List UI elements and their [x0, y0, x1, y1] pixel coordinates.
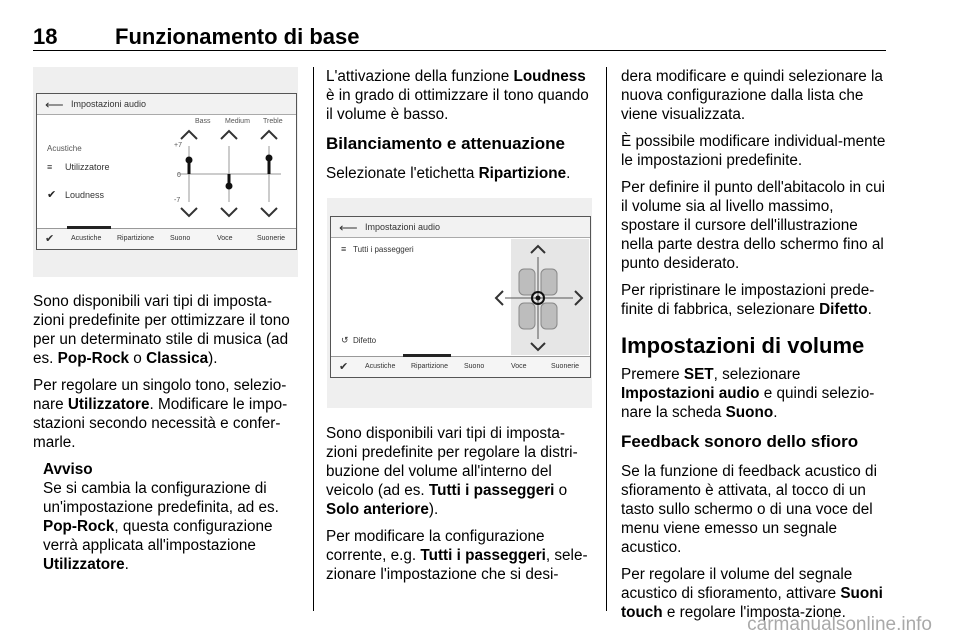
tab-suono[interactable]: Suono: [464, 363, 485, 370]
down-arrow-icon: [531, 343, 545, 350]
screen-title: Impostazioni audio: [365, 222, 441, 232]
paragraph: Se la funzione di feedback acustico di sfioramento è attivata, al tocco di un tasto sullo schermo o di una voce del menu viene emesso un segnale acustico.: [621, 463, 877, 556]
screen-title: Impostazioni audio: [71, 99, 147, 109]
band-label-bass: Bass: [195, 118, 211, 125]
column-2-lower: [326, 424, 594, 592]
tab-bar: [331, 356, 590, 377]
tab-bar: [37, 228, 296, 249]
header-rule: [33, 50, 886, 51]
tab-ripartizione[interactable]: Ripartizione: [117, 235, 154, 242]
preset-all-passengers[interactable]: Tutti i passeggeri: [353, 245, 414, 254]
medium-knob: [226, 183, 233, 190]
paragraph: Sono disponibili vari tipi di imposta-zioni predefinite per ottimizzare il tono per un determinato stile di musica (ad es. Pop-Rock o Classica).: [33, 293, 290, 367]
column-3: [621, 67, 887, 630]
reset-icon: ↺: [341, 335, 349, 345]
paragraph: Per modificare la configurazione corrente, e.g. Tutti i passeggeri, sele-zionare l'impostazione che si desi-: [326, 528, 588, 583]
tab-suono[interactable]: Suono: [170, 235, 191, 242]
audio-settings-screen: [330, 216, 591, 378]
bass-down-icon: [181, 208, 197, 216]
screen-header: [37, 94, 296, 115]
figure-equalizer: [33, 67, 298, 277]
check-icon: ✔: [45, 233, 55, 245]
column-1: [33, 292, 299, 574]
back-arrow-icon: ⟵: [45, 97, 64, 112]
section-heading: Feedback sonoro dello sfioro: [621, 432, 859, 451]
tab-voce[interactable]: Voce: [511, 363, 527, 370]
paragraph: Per regolare un singolo tono, selezio-nare Utilizzatore. Modificare le impo-stazioni secondo necessità e confer-marle.: [33, 377, 288, 451]
band-label-treble: Treble: [263, 118, 283, 125]
active-tab-indicator: [403, 354, 451, 357]
preset-icon: ≡: [341, 244, 347, 254]
paragraph: dera modificare e quindi selezionare la nuova configurazione dalla lista che viene visualizzata.: [621, 68, 883, 123]
paragraph: Selezionate l'etichetta Ripartizione.: [326, 165, 571, 182]
watermark: carmanualsonline.info: [747, 614, 932, 635]
category-label: Acustiche: [47, 144, 82, 153]
paragraph: Per ripristinare le impostazioni prede-finite di fabbrica, selezionare Difetto.: [621, 282, 875, 318]
check-icon: ✔: [339, 361, 349, 373]
right-arrow-icon: [575, 291, 582, 305]
scale-top: +7: [174, 142, 182, 149]
check-icon: ✔: [47, 189, 57, 201]
paragraph: Per definire il punto dell'abitacolo in cui il volume sia al livello massimo, spostare il cursore dell'illustrazione nella parte destra dello schermo fino al punto desiderato.: [621, 179, 885, 272]
column-2: [326, 67, 594, 191]
section-heading: Bilanciamento e attenuazione: [326, 134, 565, 153]
paragraph: Per regolare il volume del segnale acustico di sfioramento, attivare Suoni touch e regolare l'imposta-zione.: [621, 566, 883, 621]
paragraph: Sono disponibili vari tipi di imposta-zioni predefinite per regolare la distri-buzione del volume all'interno del veicolo (ad es. Tutti i passeggeri o Solo anteriore).: [326, 425, 578, 518]
treble-down-icon: [261, 208, 277, 216]
up-arrow-icon: [531, 246, 545, 253]
page-number: 18: [33, 24, 58, 49]
column-divider: [606, 67, 607, 611]
bass-knob: [186, 157, 193, 164]
tab-acustiche[interactable]: Acustiche: [365, 363, 396, 370]
paragraph: Premere SET, selezionare Impostazioni audio e quindi selezio-nare la scheda Suono.: [621, 366, 875, 421]
scale-mid: 0: [177, 172, 181, 179]
left-arrow-icon: [496, 291, 503, 305]
equalizer-sliders: [167, 124, 295, 220]
audio-settings-screen: [36, 93, 297, 250]
tab-acustiche[interactable]: Acustiche: [71, 235, 102, 242]
figure-balance: [327, 198, 592, 408]
note-title: Avviso: [43, 461, 93, 478]
section-heading: Impostazioni di volume: [621, 333, 865, 358]
paragraph: L'attivazione della funzione Loudness è in grado di ottimizzare il tono quando il volume è basso.: [326, 68, 589, 123]
medium-down-icon: [221, 208, 237, 216]
loudness-option[interactable]: Loudness: [65, 190, 105, 200]
tab-voce[interactable]: Voce: [217, 235, 233, 242]
tab-ripartizione[interactable]: Ripartizione: [411, 363, 448, 370]
tab-suonerie[interactable]: Suonerie: [551, 363, 580, 370]
scale-bottom: -7: [174, 197, 181, 204]
active-tab-indicator: [67, 226, 111, 229]
treble-knob: [266, 155, 273, 162]
paragraph: È possibile modificare individual-mente le impostazioni predefinite.: [621, 133, 886, 169]
tab-suonerie[interactable]: Suonerie: [257, 235, 286, 242]
cabin-balance-view: [491, 239, 589, 357]
treble-up-icon: [261, 131, 277, 139]
bass-up-icon: [181, 131, 197, 139]
note-box: [43, 460, 299, 574]
band-label-medium: Medium: [225, 118, 250, 125]
column-divider: [313, 67, 314, 611]
medium-up-icon: [221, 131, 237, 139]
screen-header: [331, 217, 590, 238]
reset-default-button[interactable]: Difetto: [353, 336, 377, 345]
note-text: Se si cambia la configurazione di un'impostazione predefinita, ad es. Pop-Rock, questa configurazione verrà applicata all'impostazione Utilizzatore.: [43, 480, 279, 573]
back-arrow-icon: ⟵: [339, 220, 358, 235]
page-title: Funzionamento di base: [115, 24, 360, 49]
preset-utilizzatore[interactable]: Utilizzatore: [65, 162, 110, 172]
preset-icon: ≡: [47, 162, 53, 172]
